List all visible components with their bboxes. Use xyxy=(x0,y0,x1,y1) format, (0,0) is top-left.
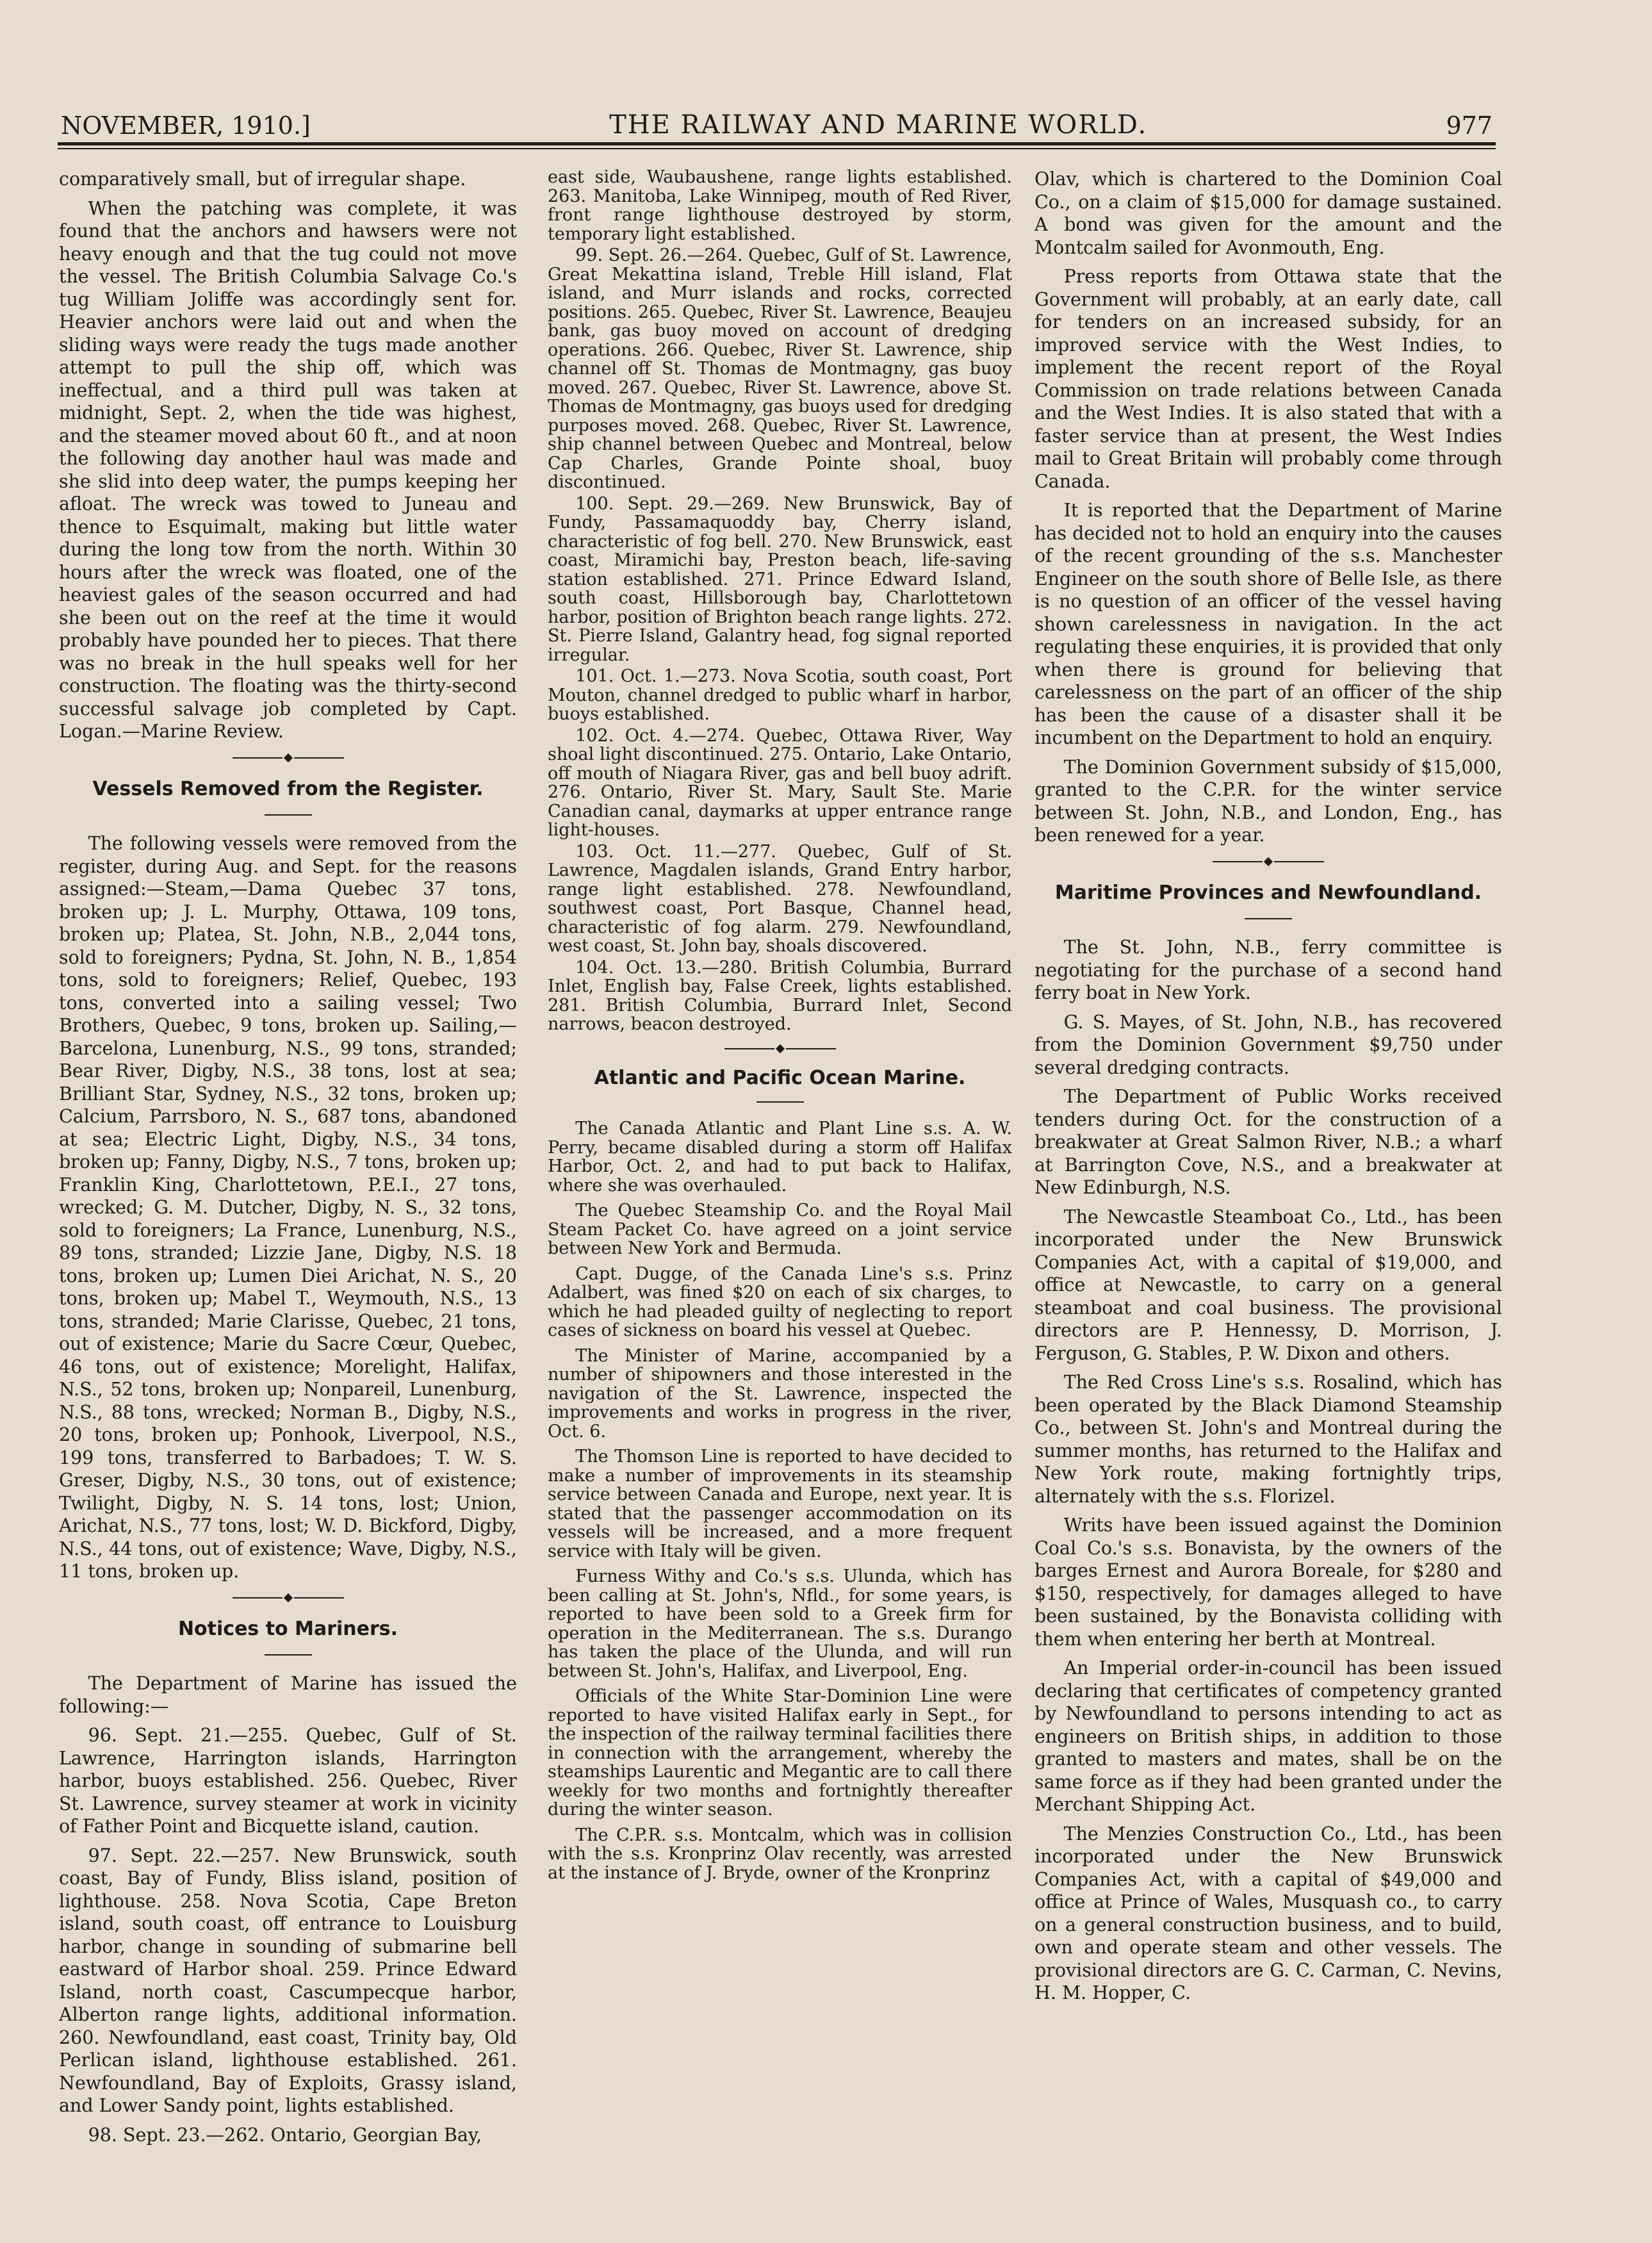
section-heading-notices: Notices to Mariners. xyxy=(177,1617,398,1640)
page-number: 977 xyxy=(1446,111,1493,140)
article-paragraph: The Department of Public Works received tenders during Oct. for the construction of a breakwater at Great Salmon River, N.B.; a wharf at Barrington Cove, N.S., and a breakwater at New Edinburgh, N.S. xyxy=(1035,1086,1502,1198)
notice-item: 100. Sept. 29.—269. New Brunswick, Bay of Fundy, Passamaquoddy bay, Cherry island, characteristic of fog bell. 270. New Brunswick, east coast, Miramichi bay, Preston beach, life-saving station established. 271. Prince Edward Island, south coast, Hillsborough bay, Charlottetown harbor, position of Brighton beach range lights. 272. St. Pierre Island, Galantry head, fog signal reported irregular. xyxy=(548,493,1012,665)
article-paragraph: The Menzies Construction Co., Ltd., has been incorporated under the New Brunswick Companies Act, with a capital of $49,000 and office at Prince of Wales, Musquash co., to carry on a general construction business, and to build, own and operate steam and other vessels. The provisional directors are G. C. Carman, C. Nevins, H. M. Hopper, C. xyxy=(1035,1823,1502,2003)
header-title: THE RAILWAY AND MARINE WORLD. xyxy=(609,110,1148,140)
section-divider xyxy=(548,1046,1012,1052)
heading-rule xyxy=(756,1101,804,1103)
notice-item: 103. Oct. 11.—277. Quebec, Gulf of St. Lawrence, Magdalen islands, Grand Entry harbor, range light established. 278. Newfoundland, southwest coast, Port Basque, Channel head, characteristic of fog alarm. 279. Newfoundland, west coast, St. John bay, shoals discovered. xyxy=(548,841,1012,956)
article-paragraph: The Red Cross Line's s.s. Rosalind, which has been operated by the Black Diamond Steamship Co., between St. John's and Montreal during the summer months, has returned to the Halifax and New York route, making fortnightly trips, alternately with the s.s. Florizel. xyxy=(1035,1372,1502,1507)
notice-item: east side, Waubaushene, range lights established. 263. Manitoba, Lake Winnipeg, mouth of Red River, front range lighthouse destroyed by storm, temporary light established. xyxy=(548,168,1012,244)
article-paragraph: An Imperial order-in-council has been issued declaring that certificates of competency granted by Newfoundland to persons intending to act as engineers on British ships, in addition to those granted to masters and mates, shall be on the same force as if they had been granted under the Merchant Shipping Act. xyxy=(1035,1657,1502,1815)
article-paragraph: It is reported that the Department of Marine has decided not to hold an enquiry into the causes of the recent grounding of the s.s. Manchester Engineer on the south shore of Belle Isle, as there is no question of an officer of the vessel having shown carelessness in navigation. In the act regulating these enquiries, it is provided that only when there is ground for believing that carelessness on the part of an officer of the ship has been the cause of a disaster shall it be incumbent on the Department to hold an enquiry. xyxy=(1035,500,1502,748)
header-date: NOVEMBER, 1910.] xyxy=(61,111,311,140)
column-2 xyxy=(548,168,1012,2199)
notice-item: 104. Oct. 13.—280. British Columbia, Burrard Inlet, English bay, False Creek, lights established. 281. British Columbia, Burrard Inlet, Second narrows, beacon destroyed. xyxy=(548,957,1012,1034)
notice-item: 99. Sept. 26.—264. Quebec, Gulf of St. Lawrence, Great Mekattina island, Treble Hill island, Flat island, and Murr islands and rocks, corrected positions. 265. Quebec, River St. Lawrence, Beaujeu bank, gas buoy moved on account of dredging operations. 266. Quebec, River St. Lawrence, ship channel off St. Thomas de Montmagny, gas buoy moved. 267. Quebec, River St. Lawrence, above St. Thomas de Montmagny, gas buoys used for dredging purposes moved. 268. Quebec, River St. Lawrence, ship channel between Quebec and Montreal, below Cap Charles, Grande Pointe shoal, buoy discontinued. xyxy=(548,245,1012,492)
article-paragraph: The following vessels were removed from the register, during Aug. and Sept. for the reasons assigned:—Steam,—Dama Quebec 37 tons, broken up; J. L. Murphy, Ottawa, 109 tons, broken up; Platea, St. John, N.B., 2,044 tons, sold to foreigners; Pydna, St. John, N. B., 1,854 tons, sold to foreigners; Relief, Quebec, 193 tons, converted into a sailing vessel; Two Brothers, Quebec, 9 tons, broken up. Sailing,—Barcelona, Lunenburg, N.S., 99 tons, stranded; Bear River, Digby, N.S., 38 tons, lost at sea; Brilliant Star, Sydney, N.S., 32 tons, broken up; Calcium, Parrsboro, N. S., 687 tons, abandoned at sea; Electric Light, Digby, N.S., 34 tons, broken up; Fanny, Digby, N.S., 7 tons, broken up; Franklin King, Charlottetown, P.E.I., 27 tons, wrecked; G. M. Dutcher, Digby, N. S., 32 tons, sold to foreigners; La France, Lunenburg, N.S., 89 tons, stranded; Lizzie Jane, Digby, N.S. 18 tons, broken up; Lumen Diei Arichat, N. S., 20 tons, broken up; Mabel T., Weymouth, N.S., 13 tons, stranded; Marie Clarisse, Quebec, 21 tons, out of existence; Marie du Sacre Cœur, Quebec, 46 tons, out of existence; Morelight, Halifax, N.S., 52 tons, broken up; Nonpareil, Lunenburg, N.S., 88 tons, wrecked; Norman B., Digby, N.S., 20 tons, broken up; Ponhook, Liverpool, N.S., 199 tons, transferred to Barbadoes; T. W. S. Greser, Digby, N.S., 30 tons, out of existence; Twilight, Digby, N. S. 14 tons, lost; Union, Arichat, N.S., 77 tons, lost; W. D. Bickford, Digby, N.S., 44 tons, out of existence; Wave, Digby, N.S., 11 tons, broken up. xyxy=(59,833,517,1582)
running-header xyxy=(61,101,1493,140)
section-heading-maritime: Maritime Provinces and Newfoundland. xyxy=(1054,881,1482,904)
article-paragraph: Writs have been issued against the Dominion Coal Co.'s s.s. Bonavista, by the owners of the barges Ernest and Aurora Boreale, for $280 and $150, respectively, for damages alleged to have been sustained, by the Bonavista colliding with them when entering her berth at Montreal. xyxy=(1035,1515,1502,1650)
article-paragraph: The Quebec Steamship Co. and the Royal Mail Steam Packet Co. have agreed on a joint service between New York and Bermuda. xyxy=(548,1201,1012,1258)
column-3 xyxy=(1035,168,1502,2199)
article-paragraph: Furness Withy and Co.'s s.s. Ulunda, which has been calling at St. John's, Nfld., for some years, is reported to have been sold to a Greek firm for operation in the Mediterranean. The s.s. Durango has taken the place of the Ulunda, and will run between St. John's, Halifax, and Liverpool, Eng. xyxy=(548,1566,1012,1681)
notice-item: 102. Oct. 4.—274. Quebec, Ottawa River, Way shoal light discontinued. 275. Ontario, Lake Ontario, off mouth of Niagara River, gas and bell buoy adrift. 276. Ontario, River St. Mary, Sault Ste. Marie Canadian canal, daymarks at upper entrance range light-houses. xyxy=(548,725,1012,840)
heading-rule xyxy=(265,1654,312,1656)
section-divider xyxy=(59,755,517,761)
article-paragraph: The Thomson Line is reported to have decided to make a number of improvements in its steamship service between Canada and Europe, next year. It is stated that the passenger accommodation on its vessels will be increased, and a more frequent service with Italy will be given. xyxy=(548,1447,1012,1561)
header-rule-thin xyxy=(58,148,1496,149)
article-paragraph: The Minister of Marine, accompanied by a number of shipowners and those interested in the navigation of the St. Lawrence, inspected the improvements and works in progress in the river, Oct. 6. xyxy=(548,1345,1012,1442)
article-paragraph: Press reports from Ottawa state that the Government will probably, at an early date, call for tenders on an increased subsidy, for an improved service with the West Indies, to implement the recent report of the Royal Commission on trade relations between Canada and the West Indies. It is also stated that with a faster service than at present, the West Indies mail to Great Britain will probably come through Canada. xyxy=(1035,266,1502,492)
article-paragraph: The Dominion Government subsidy of $15,000, granted to the C.P.R. for the winter service between St. John, N.B., and London, Eng., has been renewed for a year. xyxy=(1035,756,1502,846)
article-paragraph: The Newcastle Steamboat Co., Ltd., has been incorporated under the New Brunswick Companies Act, with a capital of $19,000, and office at Newcastle, to carry on a general steamboat and coal business. The provisional directors are P. Hennessy, D. Morrison, J. Ferguson, G. Stables, P. W. Dixon and others. xyxy=(1035,1206,1502,1364)
article-paragraph: The C.P.R. s.s. Montcalm, which was in collision with the s.s. Kronprinz Olav recently, was arrested at the instance of J. Bryde, owner of the Kronprinz xyxy=(548,1825,1012,1883)
notice-item: 98. Sept. 23.—262. Ontario, Georgian Bay, xyxy=(88,2124,482,2146)
section-heading-register: Vessels Removed from the Register. xyxy=(92,777,484,800)
notice-item: 96. Sept. 21.—255. Quebec, Gulf of St. Lawrence, Harrington islands, Harrington harbor, buoys established. 256. Quebec, River St. Lawrence, survey steamer at work in vicinity of Father Point and Bicquette island, caution. xyxy=(59,1725,517,1837)
heading-rule xyxy=(265,814,312,816)
notice-item: 101. Oct. 1.—273. Nova Scotia, south coast, Port Mouton, channel dredged to public wharf in harbor, buoys established. xyxy=(548,666,1012,724)
column-1 xyxy=(59,168,517,2199)
article-paragraph: comparatively small, but of irregular shape. xyxy=(59,168,466,190)
heading-rule xyxy=(1245,918,1292,919)
notice-item: 97. Sept. 22.—257. New Brunswick, south coast, Bay of Fundy, Bliss island, position of lighthouse. 258. Nova Scotia, Cape Breton island, south coast, off entrance to Louisburg harbor, change in sounding of submarine bell eastward of Harbor shoal. 259. Prince Edward Island, north coast, Cascumpecque harbor, Alberton range lights, additional information. 260. Newfoundland, east coast, Trinity bay, Old Perlican island, lighthouse established. 261. Newfoundland, Bay of Exploits, Grassy island, and Lower Sandy point, lights established. xyxy=(59,1845,517,2116)
article-paragraph: Capt. Dugge, of the Canada Line's s.s. Prinz Adalbert, was fined $20 on each of six charges, to which he had pleaded guilty of neglecting to report cases of sickness on board his vessel at Quebec. xyxy=(548,1263,1012,1340)
article-paragraph: The St. John, N.B., ferry committee is negotiating for the purchase of a second hand ferry boat in New York. xyxy=(1035,937,1502,1003)
section-heading-atlantic: Atlantic and Pacific Ocean Marine. xyxy=(594,1066,966,1089)
header-rule-thick xyxy=(58,142,1496,145)
section-divider xyxy=(59,1595,517,1601)
section-divider xyxy=(1035,859,1502,865)
article-paragraph: The Department of Marine has issued the following:— xyxy=(59,1673,517,1717)
article-paragraph: The Canada Atlantic and Plant Line s.s. A. W. Perry, became disabled during a storm off Halifax Harbor, Oct. 2, and had to put back to Halifax, where she was overhauled. xyxy=(548,1119,1012,1195)
article-paragraph: When the patching was complete, it was found that the anchors and hawsers were not heavy enough and that the tug could not move the vessel. The British Columbia Salvage Co.'s tug William Joliffe was accordingly sent for. Heavier anchors were laid out and when the sliding ways were ready the tugs made another attempt to pull the ship off, which was ineffectual, and a third pull was taken at midnight, Sept. 2, when the tide was highest, and the steamer moved about 60 ft., and at noon the following day another haul was made and she slid into deep water, the pumps keeping her afloat. The wreck was towed to Juneau and thence to Esquimalt, making but little water during the long tow from the north. Within 30 hours after the wreck was floated, one of the heaviest gales of the season occurred and had she been out on the reef at the time it would probably have pounded her to pieces. That there was no break in the hull speaks well for her construction. The floating was the thirty-second successful salvage job completed by Capt. Logan.—Marine Review. xyxy=(59,197,517,742)
article-paragraph: Olav, which is chartered to the Dominion Coal Co., on a claim of $15,000 for damage sustained. A bond was given for the amount and the Montcalm sailed for Avonmouth, Eng. xyxy=(1035,168,1502,258)
article-paragraph: Officials of the White Star-Dominion Line were reported to have visited Halifax early in Sept., for the inspection of the railway terminal facilities there in connection with the arrangement, whereby the steamships Laurentic and Megantic are to call there weekly for two months and fortnightly thereafter during the winter season. xyxy=(548,1686,1012,1820)
article-paragraph: G. S. Mayes, of St. John, N.B., has recovered from the Dominion Government $9,750 under several dredging contracts. xyxy=(1035,1011,1502,1078)
